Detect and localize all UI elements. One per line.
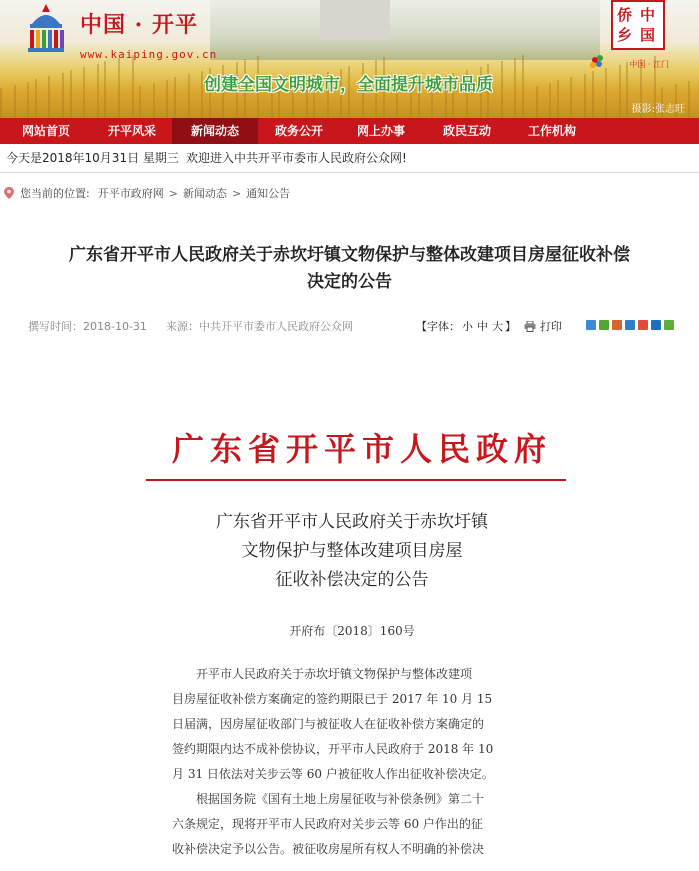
document-subtitle-line: 广东省开平市人民政府关于赤坎圩镇 (216, 512, 488, 532)
document-red-rule (146, 479, 566, 481)
qiaoxiang-seal-logo (611, 0, 665, 50)
print-label: 打印 (540, 320, 562, 333)
welcome-message: 欢迎进入中共开平市委市人民政府公众网! (186, 151, 407, 165)
nav-item-kaiping-style[interactable]: 开平风采 (107, 124, 156, 138)
share-icon[interactable] (599, 320, 609, 330)
banner-grain-stalk (62, 73, 64, 118)
document-heading: 广东省开平市人民政府 (172, 430, 553, 468)
banner-grain-stalk (557, 80, 559, 118)
banner-grain-stalk (153, 83, 155, 118)
banner-grain-stalk (536, 86, 538, 118)
share-icon[interactable] (638, 320, 648, 330)
banner-grain-stalk (97, 64, 99, 118)
banner-grain-stalk (605, 68, 607, 118)
document-body-line: 签约期限内达不成补偿协议，开平市人民政府于 2018 年 10 (172, 742, 494, 756)
banner-grain-stalk (174, 77, 176, 118)
document-body-line: 月 31 日依法对关步云等 60 户被征收人作出征收补偿决定。 (172, 767, 494, 781)
banner-grain-stalk (584, 74, 586, 118)
document-body-line: 根据国务院《国有土地上房屋征收与补偿条例》第二十 (196, 792, 485, 806)
seal-char: 国 (640, 26, 656, 44)
font-large-button[interactable]: 大 (492, 320, 503, 333)
share-icon[interactable] (612, 320, 622, 330)
document-body-line: 目房屋征收补偿方案确定的签约期限已于 2017 年 10 月 15 (172, 692, 493, 706)
source-value: 中共开平市委市人民政府公众网 (199, 320, 353, 333)
location-pin-icon (4, 187, 14, 199)
document-body-line: 开平市人民政府关于赤坎圩镇文物保护与整体改建项 (196, 667, 473, 681)
banner-grain-stalk (0, 88, 2, 118)
share-icon[interactable] (651, 320, 661, 330)
banner-grain-stalk (48, 76, 50, 118)
document-image (92, 380, 612, 871)
share-icon[interactable] (664, 320, 674, 330)
current-date: 今天是2018年10月31日 星期三 (6, 151, 179, 165)
banner-grain-stalk (166, 80, 168, 118)
banner-grain-stalk (35, 79, 37, 118)
banner-building (320, 0, 390, 40)
breadcrumb-link-news[interactable]: 新闻动态 (182, 187, 227, 200)
breadcrumb (4, 185, 290, 201)
banner-grain-stalk (118, 58, 120, 118)
document-body-line: 六条规定，现将开平市人民政府对关步云等 60 户作出的征 (172, 817, 483, 831)
source-label: 来源： (166, 320, 199, 333)
photo-credit: 摄影:张志旺 (631, 104, 685, 115)
article-title (0, 242, 699, 296)
breadcrumb-separator: > (231, 186, 242, 200)
banner-grain-stalk (14, 85, 16, 118)
publish-time-label: 撰写时间： (28, 320, 83, 333)
document-subtitle-line: 文物保护与整体改建项目房屋 (241, 541, 463, 561)
document-subtitle-line: 征收补偿决定的公告 (275, 570, 429, 590)
banner-grain-stalk (70, 70, 72, 118)
breadcrumb-link-notices[interactable]: 通知公告 (246, 187, 291, 200)
banner-grain-stalk (201, 71, 203, 118)
date-bar (0, 144, 699, 173)
print-button[interactable] (524, 318, 562, 334)
article-source (166, 318, 353, 334)
banner-slogan: 创建全国文明城市，全面提升城市品质 (204, 75, 493, 95)
banner-grain-stalk (549, 83, 551, 118)
banner-grain-stalk (27, 82, 29, 118)
banner-grain-stalk (688, 81, 690, 118)
publish-time-value: 2018-10-31 (83, 320, 147, 333)
publish-time (28, 318, 147, 334)
jiangmen-text: 中国 · 江门 (629, 60, 669, 69)
header-banner (0, 0, 699, 118)
banner-tree-line (210, 0, 600, 60)
breadcrumb-separator: > (168, 186, 178, 200)
font-medium-button[interactable]: 中 (477, 320, 488, 333)
banner-grain-stalk (132, 55, 134, 118)
nav-item-gov-affairs[interactable]: 政务公开 (274, 124, 323, 138)
nav-item-news[interactable]: 新闻动态 (172, 118, 258, 144)
nav-item-agencies[interactable]: 工作机构 (527, 124, 576, 138)
font-small-button[interactable]: 小 (462, 320, 473, 333)
nav-item-home[interactable]: 网站首页 (21, 124, 70, 138)
banner-grain-stalk (592, 71, 594, 118)
share-buttons (586, 320, 674, 330)
document-body-line: 日届满，因房屋征收部门与被征收人在征收补偿方案确定的 (172, 717, 485, 731)
document-subtitle (92, 508, 612, 595)
breadcrumb-link-home[interactable]: 开平市政府网 (97, 187, 164, 200)
site-title[interactable]: 中国 · 开平 (80, 12, 198, 38)
font-size-label: 【字体： (416, 320, 460, 333)
printer-icon (524, 321, 536, 332)
document-body-line: 收补偿决定予以公告。被征收房屋所有权人不明确的补偿决 (172, 842, 485, 856)
kaiping-emblem-logo[interactable] (22, 2, 70, 58)
share-icon[interactable] (625, 320, 635, 330)
site-url[interactable]: www.kaiping.gov.cn (80, 48, 218, 61)
banner-grain-stalk (139, 86, 141, 118)
banner-grain-stalk (570, 77, 572, 118)
banner-grain-stalk (83, 67, 85, 118)
seal-char: 乡 (617, 26, 633, 44)
breadcrumb-prefix: 您当前的位置: (20, 187, 90, 200)
share-icon[interactable] (586, 320, 596, 330)
banner-grain-stalk (501, 61, 503, 118)
font-size-control (416, 318, 516, 334)
nav-item-interaction[interactable]: 政民互动 (442, 124, 491, 138)
font-size-label-close: 】 (505, 320, 516, 333)
seal-char: 侨 (617, 6, 633, 24)
document-body (172, 662, 552, 862)
banner-grain-stalk (522, 55, 524, 118)
article-title-line: 广东省开平市人民政府关于赤坎圩镇文物保护与整体改建项目房屋征收补偿 (69, 245, 630, 265)
banner-grain-stalk (188, 74, 190, 118)
banner-grain-stalk (104, 61, 106, 118)
document-number: 开府布〔2018〕160号 (289, 624, 415, 638)
main-nav (0, 118, 699, 144)
seal-char: 中 (640, 6, 656, 24)
banner-grain-stalk (514, 58, 516, 118)
article-title-line: 决定的公告 (307, 272, 392, 292)
nav-item-online-service[interactable]: 网上办事 (356, 124, 405, 138)
